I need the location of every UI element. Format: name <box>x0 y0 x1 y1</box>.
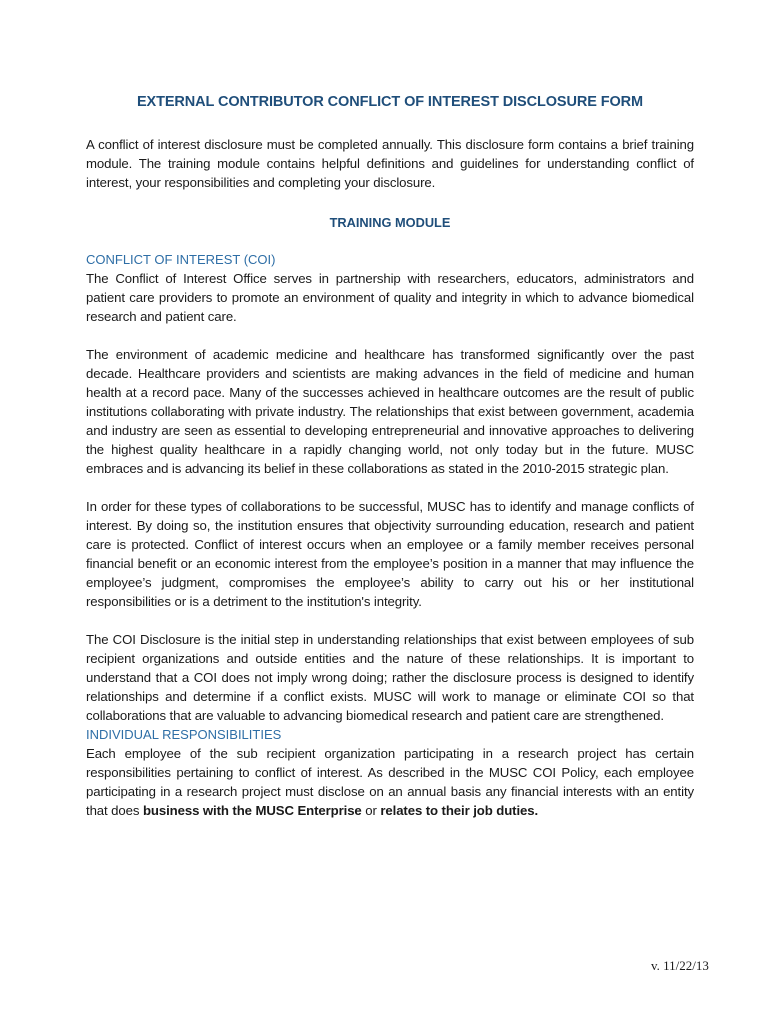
responsibilities-paragraph <box>86 744 694 820</box>
responsibilities-or: or <box>365 803 377 818</box>
training-module-heading: TRAINING MODULE <box>329 215 451 230</box>
responsibilities-bold-1: business with the MUSC Enterprise <box>142 803 362 818</box>
intro-paragraph: A conflict of interest disclosure must be completed annually. This disclosure form contains a brief training module. The training module contains helpful definitions and guidelines for understanding conflict of interest, your responsibilities and completing your disclosure. <box>86 137 694 190</box>
coi-paragraph-3: In order for these types of collaborations to be successful, MUSC has to identify and manage conflicts of interest. By doing so, the institution ensures that objectivity surrounding education, research and patient care is protected. Conflict of interest occurs when an employee or a family member receives personal financial benefit or an economic interest from the employee’s position in a manner that may influence the employee’s judgment, compromises the employee’s ability to carry out his or her institutional responsibilities or is a detriment to the institution's integrity. <box>86 499 694 609</box>
responsibilities-heading: INDIVIDUAL RESPONSIBILITIES <box>86 727 282 742</box>
responsibilities-text: Each employee of the sub recipient organization participating in a research project has certain responsibilities pertaining to conflict of interest. As described in the MUSC COI Policy, each employee participating in a research project must disclose on an annual basis any financial interests with an entity that does <box>86 746 694 818</box>
coi-section-heading: CONFLICT OF INTEREST (COI) <box>86 252 276 267</box>
page-title: EXTERNAL CONTRIBUTOR CONFLICT OF INTEREST DISCLOSURE FORM <box>136 94 644 110</box>
responsibilities-bold-2: relates to their job duties. <box>380 803 539 818</box>
version-label: v. 11/22/13 <box>651 958 709 973</box>
document-body <box>86 94 694 820</box>
coi-paragraph-2: The environment of academic medicine and healthcare has transformed significantly over the past decade. Healthcare providers and scientists are making advances in the field of medicine and human health at a record pace. Many of the successes achieved in healthcare outcomes are the result of public institutions collaborating with private industry. The relationships that exist between government, academia and industry are seen as essential to developing entrepreneurial and innovative approaches to delivering the highest quality healthcare in a rapidly changing world, not only today but in the future. MUSC embraces and is advancing its belief in these collaborations as stated in the 2010-2015 strategic plan. <box>86 347 694 476</box>
coi-paragraph-4: The COI Disclosure is the initial step in understanding relationships that exist between employees of sub recipient organizations and outside entities and the nature of these relationships. It is important to understand that a COI does not imply wrong doing; rather the disclosure process is designed to identify relationships and determine if a conflict exists. MUSC will work to manage or eliminate COI so that collaborations that are valuable to advancing biomedical research and patient care are strengthened. <box>86 632 694 723</box>
coi-paragraph-1: The Conflict of Interest Office serves in partnership with researchers, educators, administrators and patient care providers to promote an environment of quality and integrity in which to advance biomedical research and patient care. <box>86 271 694 324</box>
